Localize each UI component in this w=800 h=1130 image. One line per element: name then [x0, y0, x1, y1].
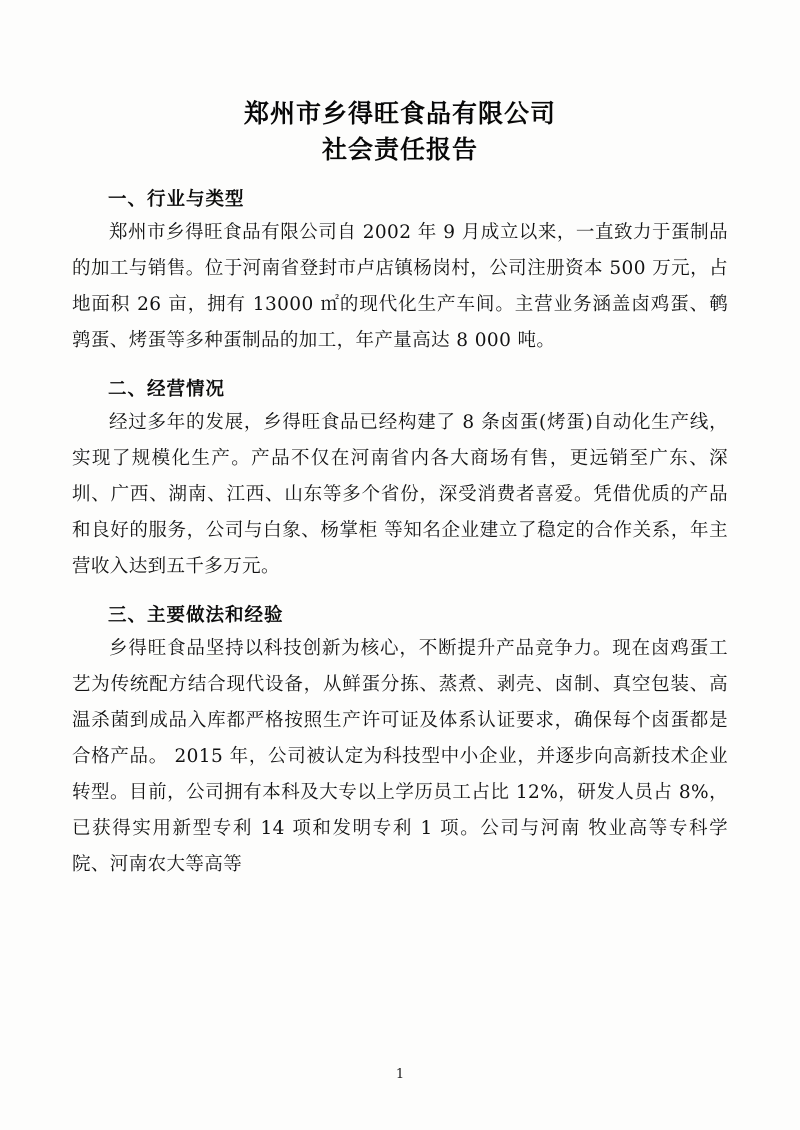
section-paragraph-3: 乡得旺食品坚持以科技创新为核心，不断提升产品竞争力。现在卤鸡蛋工艺为传统配方结合现代设备，从鲜蛋分拣、蒸煮、剥壳、卤制、真空包装、高温杀菌到成品入库都严格按照生产许可证及体系认证要求，确保每个卤蛋都是合格产品。 2015 年，公司被认定为科技型中小企业，并逐步向高新技术企业转型。目前，公司拥有本科及大专以上学历员工占比 12%，研发人员占 8%，已获得实用新型专利 14 项和发明专利 1 项。公司与河南 牧业高等专科学 院、河南农大等高等 [72, 638, 728, 876]
section-paragraph-2: 经过多年的发展，乡得旺食品已经构建了 8 条卤蛋(烤蛋)自动化生产线，实现了规模化生产。产品不仅在河南省内各大商场有售，更远销至广东、深圳、广西、湖南、江西、山东等多个省份，深受消费者喜爱。凭借优质的产品和良好的服务，公司与白象、杨掌柜 等知名企业建立了稳定的合作关系，年主营收入达到五千多万元。 [72, 411, 728, 577]
page-number: 1 [395, 1067, 405, 1082]
document-title-block [72, 96, 728, 169]
page-title-line-1: 郑州市乡得旺食品有限公司 [243, 99, 556, 128]
section-paragraph-1: 郑州市乡得旺食品有限公司自 2002 年 9 月成立以来，一直致力于蛋制品的加工与销售。位于河南省登封市卢店镇杨岗村，公司注册资本 500 万元，占地面积 26 亩，拥有 13000 ㎡的现代化生产车间。主营业务涵盖卤鸡蛋、鹌鹑蛋、烤蛋等多种蛋制品的加工，年产量高达 8 000 吨。 [72, 221, 728, 351]
section-heading-3: 三、主要做法和经验 [108, 605, 284, 627]
page-title-line-2: 社会责任报告 [321, 135, 478, 165]
section-heading-1: 一、行业与类型 [108, 188, 245, 210]
section-heading-2: 二、经营情况 [108, 378, 226, 400]
page-title [72, 96, 728, 169]
